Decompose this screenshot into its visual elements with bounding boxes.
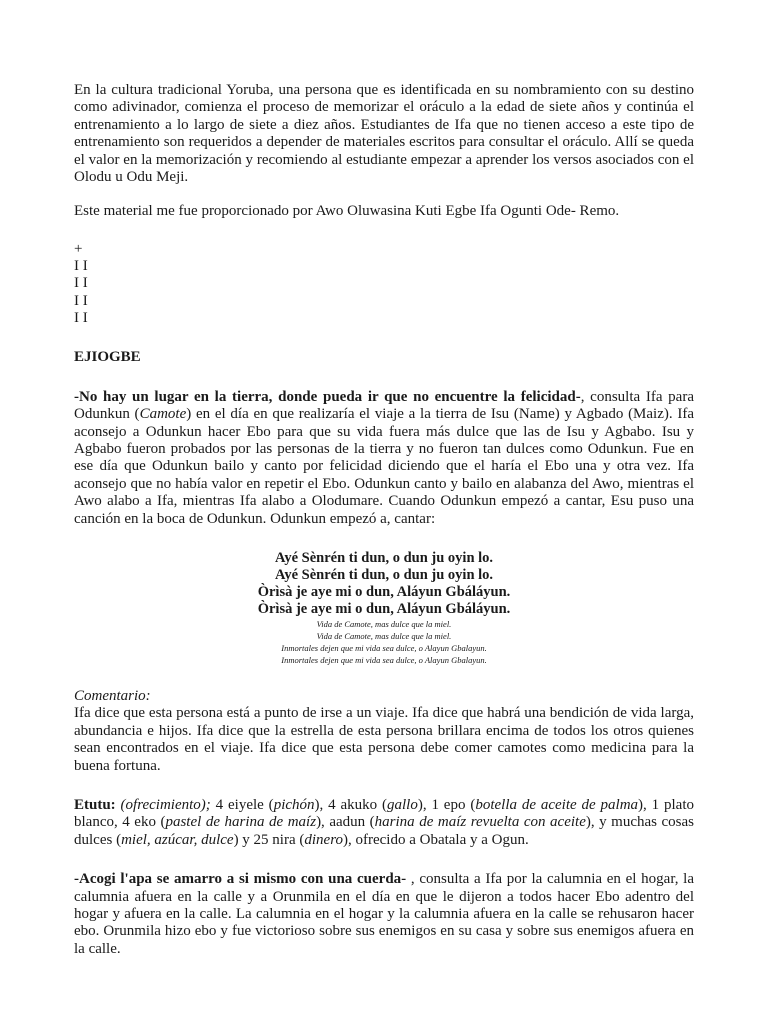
odu-mark-line: I I <box>74 310 88 327</box>
verse-two-paragraph <box>74 871 694 958</box>
song-line: Òrìsà je aye mi o dun, Aláyun Gbáláyun. <box>257 583 511 600</box>
verse-one-text: , consulta Ifa para Odunkun ( <box>74 388 694 423</box>
source-note: Este material me fue proporcionado por Awo Oluwasina Kuti Egbe Ifa Ogunti Ode- Remo. <box>74 203 620 220</box>
verse-one-italic: Camote <box>139 406 187 423</box>
section-title: EJIOGBE <box>74 349 141 366</box>
odu-mark-line: I I <box>74 275 88 292</box>
song-translation: Inmortales dejen que mi vida sea dulce, o Alayun Gbalayun. <box>281 654 487 665</box>
etutu-text: ), y muchas cosas dulces ( <box>74 814 694 848</box>
odu-signature <box>74 241 694 327</box>
etutu-label: Etutu: <box>74 797 116 814</box>
etutu-paragraph <box>74 797 694 849</box>
etutu-text: ), 1 plato blanco, 4 eko ( <box>74 797 694 831</box>
song-line: Ayé Sènrén ti dun, o dun ju oyin lo. <box>274 566 494 583</box>
song-translation: Inmortales dejen que mi vida sea dulce, o Alayun Gbalayun. <box>281 642 487 653</box>
etutu-italic: harina de maíz revuelta con aceite <box>374 814 586 831</box>
intro-paragraph: En la cultura tradicional Yoruba, una persona que es identificada en su nombramiento con su destino como adivinador, comienza el proceso de memorizar el oráculo a la edad de siete años y continúa el entrenamiento a lo largo de siete a diez años. Estudiantes de Ifa que no tienen acceso a este tipo de entrenamiento son requeridos a depender de materiales escritos para consultar el oráculo. Allí se queda el valor en la memorización y recomiendo al estudiante empezar a aprender los versos asociados con el Olodu u Odu Meji. <box>74 82 694 186</box>
song-block <box>74 550 694 666</box>
document-page <box>74 82 694 958</box>
song-line: Òrìsà je aye mi o dun, Aláyun Gbáláyun. <box>257 600 511 617</box>
etutu-text: 4 eiyele ( <box>210 797 274 814</box>
etutu-text: ), aadun ( <box>316 814 375 831</box>
etutu-text: ), ofrecido a Obatala y a Ogun. <box>342 831 529 848</box>
etutu-italic: pastel de harina de maíz <box>165 814 317 831</box>
odu-mark-plus: + <box>74 240 83 257</box>
etutu-italic: (ofrecimiento); <box>115 797 211 814</box>
song-line: Ayé Sènrén ti dun, o dun ju oyin lo. <box>274 549 494 566</box>
verse-one-text: ) en el día en que realizaría el viaje a la tierra de Isu (Name) y Agbado (Maiz). Ifa aconsejo a Odunkun hacer Ebo para que su vida fuera más dulce que las de Isu y Agbabo. Isu y Agbabo fueron probados por las personas de la tierra y no fueron tan dulces como Odunkun. Fue en ese día que Odunkun bailo y canto por felicidad diciendo que el haría el Ebo una y otra vez. Ifa aconsejo que no había valor en repetir el Ebo. Odunkun canto y bailo en alabanza del Awo, mientras el Awo alabo a Ifa, mientras Ifa alabo a Olodumare. Cuando Odunkun empezó a cantar, Esu puso una canción en la boca de Odunkun. Odunkun empezó a, cantar: <box>74 406 695 527</box>
song-translation: Vida de Camote, mas dulce que la miel. <box>316 618 452 629</box>
etutu-text: ) y 25 nira ( <box>233 831 305 848</box>
etutu-italic: pichón <box>273 797 315 814</box>
song-translation: Vida de Camote, mas dulce que la miel. <box>316 630 452 641</box>
comment-text: Ifa dice que esta persona está a punto de irse a un viaje. Ifa dice que habrá una bendición de vida larga, abundancia e hijos. Ifa dice que la estrella de esta persona brillara encima de todos los otros quienes sean encontrados en el viaje. Ifa dice que esta persona debe comer camotes como medicina para la buena fortuna. <box>74 705 694 774</box>
etutu-italic: miel, azúcar, dulce <box>121 831 234 848</box>
verse-two-lead: -Acogi l'apa se amarro a si mismo con una cuerda- <box>74 871 407 888</box>
etutu-italic: dinero <box>304 831 343 848</box>
verse-two-text: , consulta a Ifa por la calumnia en el hogar, la calumnia afuera en la calle y a Orunmila en el día en que le dijeron a todos hacer Ebo adentro del hogar y afuera en la calle. La calumnia en el hogar y la calumnia afuera en la calle se rehusaron hacer ebo. Orunmila hizo ebo y fue victorioso sobre sus enemigos en su casa y sobre sus enemigos afuera en la calle. <box>74 871 695 957</box>
etutu-italic: botella de aceite de palma <box>475 797 639 814</box>
odu-mark-line: I I <box>74 292 88 309</box>
comment-label: Comentario: <box>74 687 151 704</box>
etutu-italic: gallo <box>387 797 418 814</box>
verse-one-paragraph <box>74 389 694 528</box>
odu-mark-line: I I <box>74 258 88 275</box>
etutu-text: ), 4 akuko ( <box>314 797 387 814</box>
verse-one-lead: -No hay un lugar en la tierra, donde pueda ir que no encuentre la felicidad- <box>74 388 581 405</box>
etutu-text: ), 1 epo ( <box>417 797 476 814</box>
